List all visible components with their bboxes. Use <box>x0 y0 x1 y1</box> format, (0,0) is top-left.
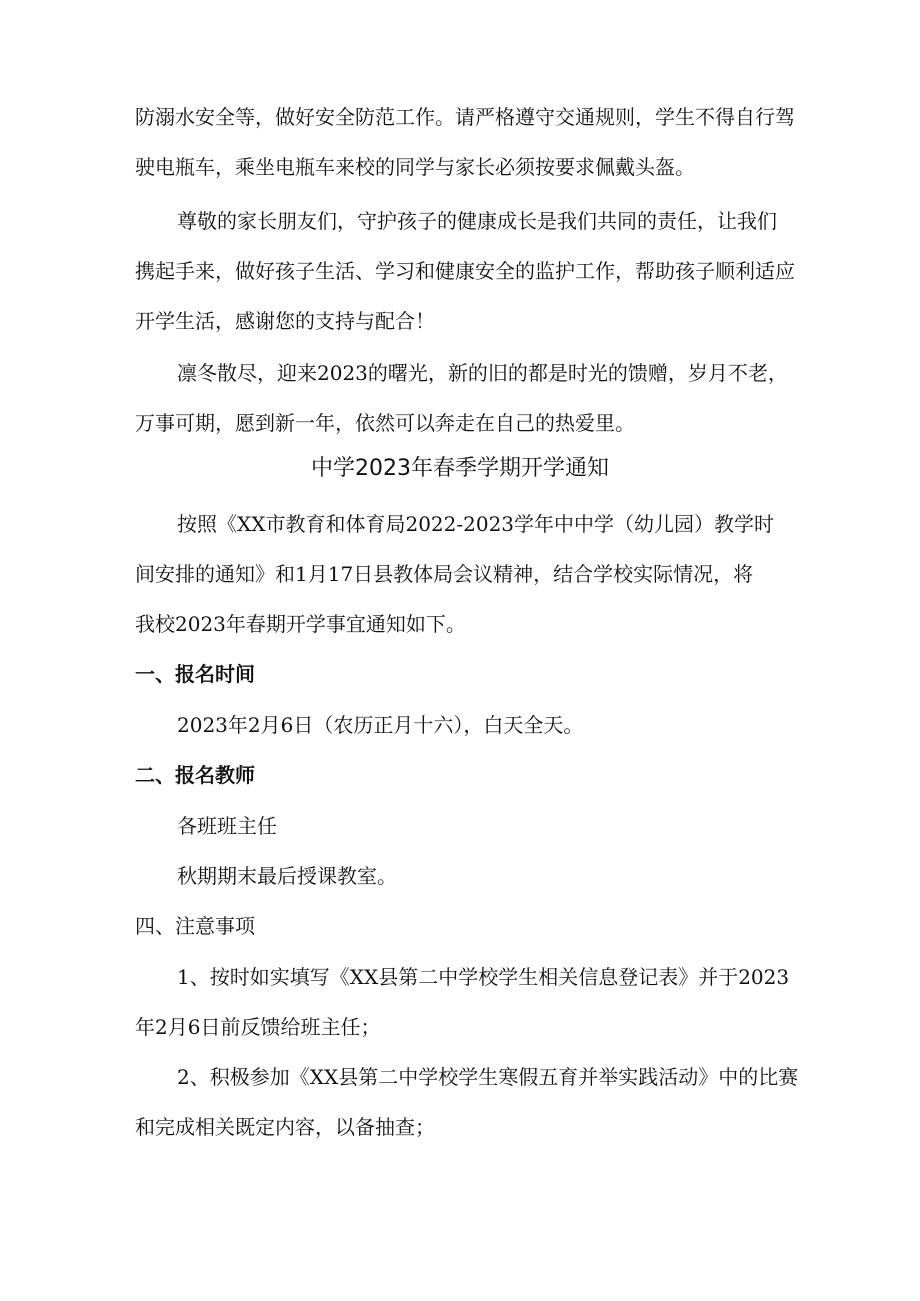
notice-intro-line: 间安排的通知》和1月17日县教体局会议精神，结合学校实际情况，将 <box>135 562 754 586</box>
paragraph-line: 驶电瓶车，乘坐电瓶车来校的同学与家长必须按要求佩戴头盔。 <box>135 155 695 179</box>
paragraph-line: 万事可期，愿到新一年，依然可以奔走在自己的热爱里。 <box>135 411 635 435</box>
section-heading-registration-teacher: 二、报名教师 <box>135 763 255 787</box>
section-heading-registration-time: 一、报名时间 <box>135 662 255 686</box>
section-line: 秋期期末最后授课教室。 <box>177 864 397 888</box>
note-item-line: 2、积极参加《XX县第二中学校学生寒假五育并举实践活动》中的比赛 <box>177 1065 799 1089</box>
paragraph-line: 开学生活，感谢您的支持与配合！ <box>135 309 435 333</box>
note-item-line: 1、按时如实填写《XX县第二中学校学生相关信息登记表》并于2023 <box>177 965 790 989</box>
notice-title: 中学2023年春季学期开学通知 <box>311 456 609 481</box>
notice-intro-line: 我校2023年春期开学事宜通知如下。 <box>135 612 466 636</box>
note-item-line: 和完成相关既定内容，以备抽查； <box>135 1115 435 1139</box>
note-item-line: 年2月6日前反馈给班主任； <box>135 1015 381 1039</box>
section-line: 2023年2月6日（农历正月十六），白天全天。 <box>177 713 584 737</box>
paragraph-line: 凛冬散尽，迎来2023的曙光，新的旧的都是时光的馈赠，岁月不老， <box>177 361 788 385</box>
section-heading-notes: 四、注意事项 <box>135 914 255 938</box>
paragraph-line: 尊敬的家长朋友们，守护孩子的健康成长是我们共同的责任，让我们 <box>177 209 777 233</box>
paragraph-line: 防溺水安全等，做好安全防范工作。请严格遵守交通规则，学生不得自行驾 <box>135 105 795 129</box>
paragraph-line: 携起手来，做好孩子生活、学习和健康安全的监护工作，帮助孩子顺利适应 <box>135 259 795 283</box>
section-line: 各班班主任 <box>177 814 277 838</box>
notice-intro-line: 按照《XX市教育和体育局2022-2023学年中中学（幼儿园）教学时 <box>177 512 775 536</box>
